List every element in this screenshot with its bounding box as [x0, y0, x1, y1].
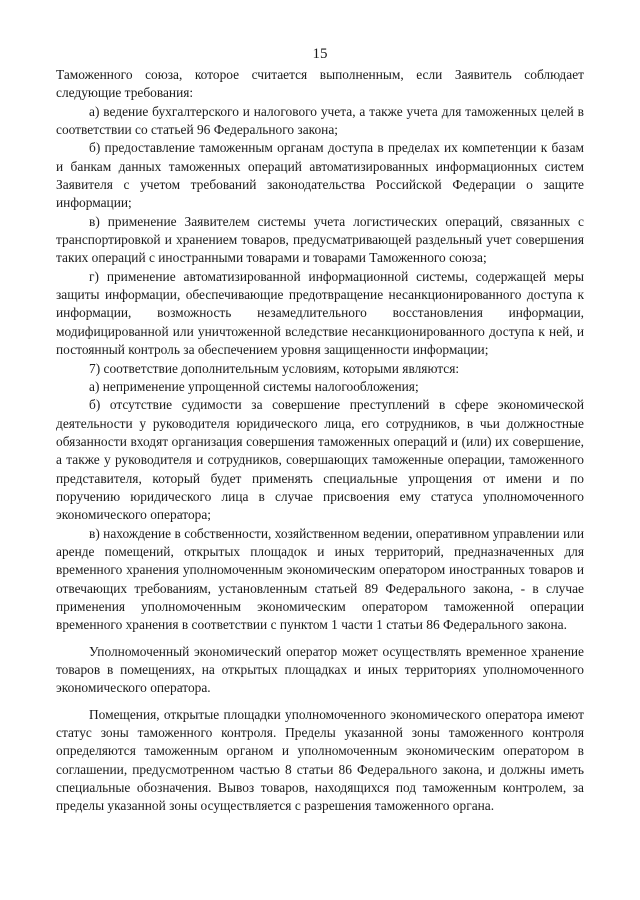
paragraph-item-v-logistics: в) применение Заявителем системы учета логистических операций, связанных с транспортировкой и хранением товаров, предусматривающей раздельный учет совершения таких операций с иностранными товарами и товарами Таможенного союза;: [56, 213, 584, 266]
document-body: [56, 66, 584, 816]
paragraph-item-b-no-conviction: б) отсутствие судимости за совершение преступлений в сфере экономической деятельности у руководителя юридического лица, его сотрудников, в чьи должностные обязанности входят организация совершения таможенных операций и (или) их совершение, а также у руководителя и сотрудников, совершающих таможенные операции, таможенного представителя, который будет применять специальные упрощения от имени и по поручению юридического лица в случае присвоения ему статуса уполномоченного экономического оператора;: [56, 397, 584, 523]
page-number: 15: [312, 46, 328, 62]
paragraph-item-a-tax-system: а) неприменение упрощенной системы налогообложения;: [89, 378, 419, 394]
paragraph-continuation: Таможенного союза, которое считается выполненным, если Заявитель соблюдает следующие требования:: [56, 67, 584, 101]
paragraph-control-zone: Помещения, открытые площадки уполномоченного экономического оператора имеют статус зоны таможенного контроля. Пределы указанной зоны таможенного контроля определяются таможенным органом и уполномоченным экономическим оператором в соглашении, предусмотренном частью 8 статьи 86 Федерального закона, и должны иметь специальные обозначения. Вывоз товаров, находящихся под таможенным контролем, за пределы указанной зоны осуществляется с разрешения таможенного органа.: [56, 706, 584, 814]
paragraph-temporary-storage: Уполномоченный экономический оператор может осуществлять временное хранение товаров в помещениях, на открытых площадках и иных территориях уполномоченного экономического оператора.: [56, 643, 584, 696]
paragraph-item-a-accounting: а) ведение бухгалтерского и налогового учета, а также учета для таможенных целей в соответствии со статьей 96 Федерального закона;: [56, 103, 584, 138]
paragraph-item-g-information-system: г) применение автоматизированной информационной системы, содержащей меры защиты информации, обеспечивающие предотвращение несанкционированного доступа к информации, возможность незамедлительного восстановления информации, модифицированной или уничтоженной вследствие несанкционированного доступа к ней, и постоянный контроль за обеспечением уровня защищенности информации;: [56, 268, 584, 358]
paragraph-item-b-database-access: б) предоставление таможенным органам доступа в пределах их компетенции к базам и банкам данных таможенных операций автоматизированных информационных систем Заявителя с учетом требований законодательства Российской Федерации о защите информации;: [56, 140, 584, 211]
paragraph-item-7-conditions: 7) соответствие дополнительным условиям, которыми являются:: [89, 360, 460, 376]
paragraph-item-v-premises: в) нахождение в собственности, хозяйственном ведении, оперативном управлении или аренде помещений, открытых площадок и иных территорий, предназначенных для временного хранения уполномоченным экономическим оператором иностранных товаров и отвечающих требованиям, установленным статьей 89 Федерального закона, - в случае применения уполномоченным экономическим оператором таможенной операции временного хранения в соответствии с пунктом 1 части 1 статьи 86 Федерального закона.: [56, 525, 584, 633]
